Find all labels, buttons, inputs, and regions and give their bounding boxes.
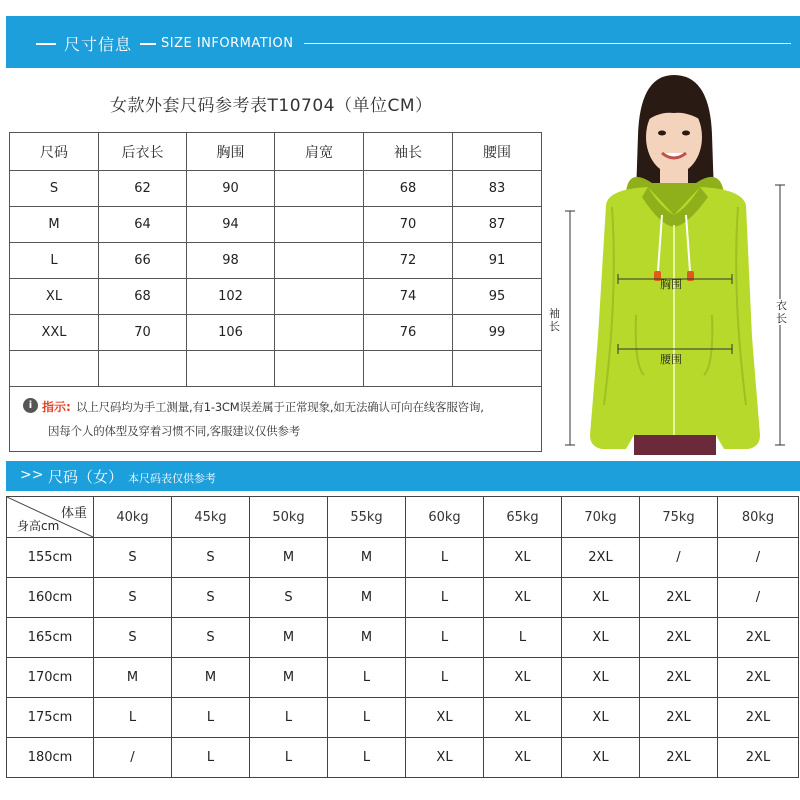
height-cell: 180cm: [7, 738, 94, 778]
weight-header-cell: 60kg: [406, 497, 484, 538]
length-label: 衣长: [776, 299, 787, 325]
table-cell: 98: [187, 243, 275, 279]
header-cell: 胸围: [187, 133, 275, 171]
size-cell: M: [328, 578, 406, 618]
table-cell: 68: [364, 171, 453, 207]
note-text-line1: 以上尺码均为手工测量,有1-3CM误差属于正常现象,如无法确认可向在线客服咨询,: [76, 400, 484, 414]
table-cell: S: [10, 171, 99, 207]
table-cell: 99: [453, 315, 542, 351]
size-cell: /: [640, 538, 718, 578]
weight-header-row: [7, 497, 799, 538]
height-cell: 170cm: [7, 658, 94, 698]
table-row: [10, 171, 542, 207]
pants-shape: [634, 435, 716, 455]
corner-weight-label: 体重: [60, 506, 87, 521]
size-cell: XL: [484, 738, 562, 778]
model-illustration: [548, 75, 800, 455]
table-cell: 68: [99, 279, 187, 315]
eye-right: [682, 131, 690, 136]
header-cell: 尺码: [10, 133, 99, 171]
weight-header-cell: 65kg: [484, 497, 562, 538]
table-cell: 72: [364, 243, 453, 279]
table-cell: [275, 207, 364, 243]
section-title: 尺码（女）: [48, 468, 124, 486]
corner-cell: [7, 497, 94, 538]
table-cell: 74: [364, 279, 453, 315]
size-cell: XL: [562, 698, 640, 738]
sleeve-label: 袖长: [549, 307, 560, 333]
table-cell: [453, 351, 542, 387]
size-cell: M: [250, 538, 328, 578]
size-cell: XL: [562, 618, 640, 658]
size-cell: S: [250, 578, 328, 618]
size-cell: M: [250, 658, 328, 698]
size-cell: M: [250, 618, 328, 658]
waist-label: 腰围: [660, 353, 682, 366]
table-cell: L: [10, 243, 99, 279]
height-cell: 155cm: [7, 538, 94, 578]
table-cell: [10, 351, 99, 387]
height-cell: 160cm: [7, 578, 94, 618]
weight-header-cell: 70kg: [562, 497, 640, 538]
size-cell: L: [250, 698, 328, 738]
table-cell: 66: [99, 243, 187, 279]
header-cell: 肩宽: [275, 133, 364, 171]
size-cell: S: [172, 578, 250, 618]
table-cell: [275, 315, 364, 351]
size-cell: 2XL: [718, 618, 799, 658]
header-cell: 后衣长: [99, 133, 187, 171]
info-icon: i: [23, 398, 38, 413]
size-cell: M: [94, 658, 172, 698]
header-cell: 腰围: [453, 133, 542, 171]
size-cell: L: [406, 578, 484, 618]
height-weight-size-table: [6, 496, 799, 778]
size-cell: L: [406, 618, 484, 658]
note-label: 指示:: [42, 400, 71, 414]
size-cell: /: [94, 738, 172, 778]
size-cell: 2XL: [718, 698, 799, 738]
table-cell: 70: [364, 207, 453, 243]
table-cell: [275, 279, 364, 315]
size-cell: L: [250, 738, 328, 778]
section-note: 本尺码表仅供参考: [128, 472, 216, 485]
women-size-section-header: [6, 461, 800, 491]
size-cell: XL: [562, 738, 640, 778]
chest-label: 胸围: [660, 278, 682, 291]
weight-header-cell: 50kg: [250, 497, 328, 538]
table-cell: XXL: [10, 315, 99, 351]
note-text-line2: 因每个人的体型及穿着习惯不同,客服建议仅供参考: [48, 424, 301, 438]
header-right-rule: [304, 43, 791, 44]
size-cell: S: [94, 538, 172, 578]
size-cell: L: [328, 658, 406, 698]
size-cell: /: [718, 538, 799, 578]
size-cell: L: [484, 618, 562, 658]
size-cell: L: [94, 698, 172, 738]
size-cell: 2XL: [718, 738, 799, 778]
size-cell: M: [172, 658, 250, 698]
size-cell: M: [328, 618, 406, 658]
model-photo: [548, 75, 800, 455]
table-cell: 91: [453, 243, 542, 279]
table-row: [10, 207, 542, 243]
table-cell: 83: [453, 171, 542, 207]
table-cell: [364, 351, 453, 387]
weight-header-cell: 80kg: [718, 497, 799, 538]
garment-chart-caption: 女款外套尺码参考表T10704（单位CM）: [110, 96, 433, 116]
table-cell: 76: [364, 315, 453, 351]
table-cell: 70: [99, 315, 187, 351]
table-row: [7, 738, 799, 778]
size-cell: 2XL: [718, 658, 799, 698]
section-arrows: >>: [20, 467, 44, 483]
table-cell: XL: [10, 279, 99, 315]
weight-header-cell: 55kg: [328, 497, 406, 538]
size-info-header: [6, 16, 800, 68]
size-cell: XL: [562, 658, 640, 698]
header-left-rule: [36, 43, 56, 45]
table-cell: 106: [187, 315, 275, 351]
corner-height-label: 身高cm: [17, 519, 60, 533]
height-cell: 175cm: [7, 698, 94, 738]
size-cell: S: [172, 538, 250, 578]
table-row: [10, 351, 542, 387]
size-cell: M: [328, 538, 406, 578]
size-cell: /: [718, 578, 799, 618]
weight-header-cell: 45kg: [172, 497, 250, 538]
garment-table-header-row: [10, 133, 542, 171]
header-title-cn: 尺寸信息: [64, 35, 133, 54]
table-row: [7, 658, 799, 698]
size-cell: XL: [484, 658, 562, 698]
size-cell: XL: [406, 698, 484, 738]
table-cell: 87: [453, 207, 542, 243]
size-cell: XL: [484, 578, 562, 618]
table-cell: [275, 351, 364, 387]
table-cell: [99, 351, 187, 387]
size-cell: XL: [484, 538, 562, 578]
height-cell: 165cm: [7, 618, 94, 658]
table-row: [10, 279, 542, 315]
table-cell: 102: [187, 279, 275, 315]
size-cell: L: [328, 698, 406, 738]
size-cell: S: [172, 618, 250, 658]
table-row: [10, 315, 542, 351]
table-cell: M: [10, 207, 99, 243]
size-cell: S: [94, 618, 172, 658]
table-cell: 62: [99, 171, 187, 207]
size-cell: S: [94, 578, 172, 618]
size-cell: 2XL: [640, 658, 718, 698]
size-cell: L: [406, 658, 484, 698]
size-cell: L: [172, 698, 250, 738]
measurement-note: [9, 384, 542, 452]
smile-shape: [662, 153, 686, 158]
size-cell: 2XL: [640, 578, 718, 618]
table-cell: 95: [453, 279, 542, 315]
table-cell: [275, 243, 364, 279]
size-cell: 2XL: [640, 698, 718, 738]
table-row: [7, 618, 799, 658]
eye-left: [658, 131, 666, 136]
table-cell: 90: [187, 171, 275, 207]
size-cell: 2XL: [640, 618, 718, 658]
table-cell: 94: [187, 207, 275, 243]
size-cell: XL: [562, 578, 640, 618]
size-cell: L: [406, 538, 484, 578]
header-mid-rule: [140, 43, 156, 45]
header-title-en: SIZE INFORMATION: [161, 36, 294, 51]
garment-size-table: [9, 132, 542, 387]
size-cell: L: [328, 738, 406, 778]
weight-header-cell: 40kg: [94, 497, 172, 538]
size-cell: XL: [484, 698, 562, 738]
table-cell: [275, 171, 364, 207]
table-row: [7, 698, 799, 738]
table-cell: 64: [99, 207, 187, 243]
table-cell: [187, 351, 275, 387]
table-row: [7, 538, 799, 578]
table-row: [7, 578, 799, 618]
weight-header-cell: 75kg: [640, 497, 718, 538]
header-cell: 袖长: [364, 133, 453, 171]
size-cell: 2XL: [640, 738, 718, 778]
size-cell: 2XL: [562, 538, 640, 578]
size-cell: L: [172, 738, 250, 778]
size-cell: XL: [406, 738, 484, 778]
table-row: [10, 243, 542, 279]
